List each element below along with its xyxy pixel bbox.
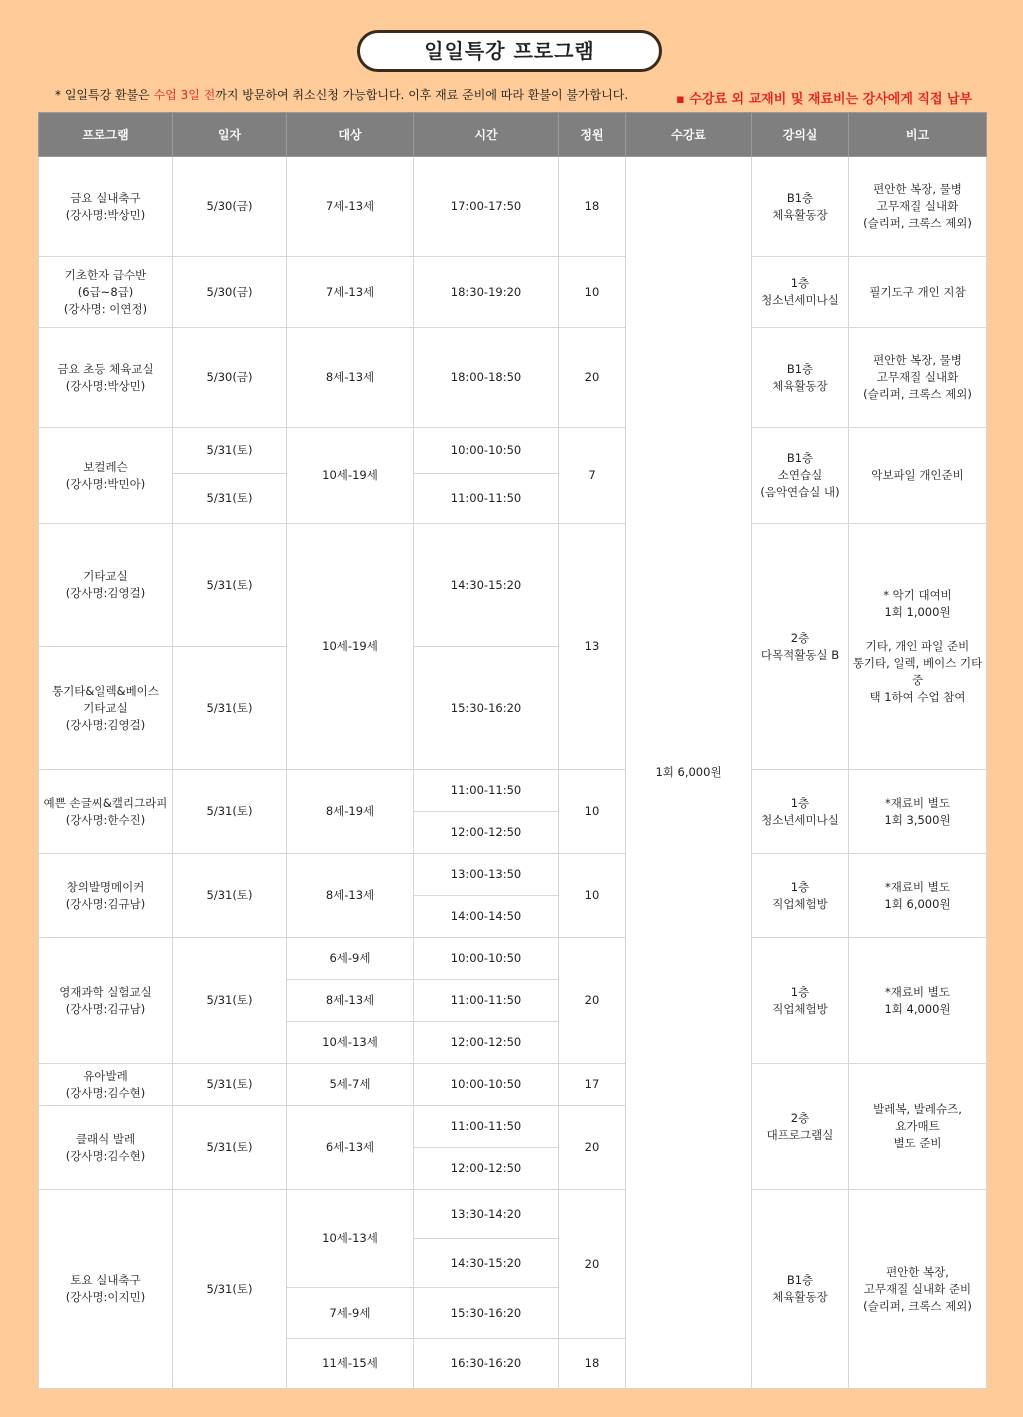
- program-cell: 창의발명메이커 (강사명:김규남): [39, 854, 173, 938]
- date-cell: 5/31(토): [173, 647, 287, 770]
- note-cell: * 악기 대여비 1회 1,000원 기타, 개인 파일 준비 통기타, 일렉, 베이스 기타중 택 1하여 수업 참여: [849, 524, 987, 770]
- room-cell: B1층 체육활동장: [752, 1190, 849, 1389]
- fee-notice: ▪ 수강료 외 교재비 및 재료비는 강사에게 직접 납부: [676, 92, 973, 107]
- time-cell: 10:00-10:50: [414, 428, 559, 474]
- capacity-cell: 20: [559, 1106, 626, 1190]
- target-cell: 5세-7세: [287, 1064, 414, 1106]
- date-cell: 5/31(토): [173, 1190, 287, 1389]
- time-cell: 13:00-13:50: [414, 854, 559, 896]
- target-cell: 8세-13세: [287, 980, 414, 1022]
- target-cell: 8세-13세: [287, 328, 414, 428]
- header-target: 대상: [287, 113, 414, 157]
- date-cell: 5/31(토): [173, 474, 287, 524]
- header-time: 시간: [414, 113, 559, 157]
- table-row: [39, 157, 987, 257]
- fee-cell: 1회 6,000원: [626, 157, 752, 1389]
- program-cell: 기타교실 (강사명:김영걸): [39, 524, 173, 647]
- table-row: [39, 770, 987, 812]
- room-cell: B1층 체육활동장: [752, 328, 849, 428]
- header-capacity: 정원: [559, 113, 626, 157]
- date-cell: 5/30(금): [173, 257, 287, 328]
- date-cell: 5/31(토): [173, 428, 287, 474]
- refund-notice: [55, 86, 628, 103]
- time-cell: 17:00-17:50: [414, 157, 559, 257]
- date-cell: 5/30(금): [173, 328, 287, 428]
- note-cell: 발레복, 발레슈즈, 요가매트 별도 준비: [849, 1064, 987, 1190]
- header-date: 일자: [173, 113, 287, 157]
- program-cell: 토요 실내축구 (강사명:이지민): [39, 1190, 173, 1389]
- table-row: [39, 428, 987, 474]
- room-cell: 2층 다목적활동실 B: [752, 524, 849, 770]
- header-note: 비고: [849, 113, 987, 157]
- program-cell: 보컬레슨 (강사명:박민아): [39, 428, 173, 524]
- time-cell: 14:00-14:50: [414, 896, 559, 938]
- note-cell: 악보파일 개인준비: [849, 428, 987, 524]
- room-cell: 1층 직업체험방: [752, 854, 849, 938]
- program-cell: 예쁜 손글씨&캘리그라피 (강사명:한수진): [39, 770, 173, 854]
- table-row: [39, 257, 987, 328]
- capacity-cell: 20: [559, 1190, 626, 1339]
- note-cell: *재료비 별도 1회 3,500원: [849, 770, 987, 854]
- capacity-cell: 10: [559, 854, 626, 938]
- date-cell: 5/31(토): [173, 524, 287, 647]
- target-cell: 10세-19세: [287, 524, 414, 770]
- note-cell: 편안한 복장, 물병 고무재질 실내화 (슬리퍼, 크록스 제외): [849, 328, 987, 428]
- room-cell: 2층 대프로그램실: [752, 1064, 849, 1190]
- target-cell: 6세-13세: [287, 1106, 414, 1190]
- program-cell: 금요 실내축구 (강사명:박상민): [39, 157, 173, 257]
- date-cell: 5/31(토): [173, 938, 287, 1064]
- capacity-cell: 18: [559, 1339, 626, 1389]
- header-fee: 수강료: [626, 113, 752, 157]
- capacity-cell: 13: [559, 524, 626, 770]
- table-row: [39, 854, 987, 896]
- table-row: [39, 938, 987, 980]
- capacity-cell: 10: [559, 770, 626, 854]
- capacity-cell: 20: [559, 328, 626, 428]
- table-row: [39, 1064, 987, 1106]
- time-cell: 12:00-12:50: [414, 1148, 559, 1190]
- time-cell: 11:00-11:50: [414, 474, 559, 524]
- refund-notice-highlight: 수업 3일 전: [153, 88, 216, 102]
- target-cell: 7세-13세: [287, 257, 414, 328]
- capacity-cell: 10: [559, 257, 626, 328]
- program-cell: 유아발레 (강사명:김수현): [39, 1064, 173, 1106]
- time-cell: 15:30-16:20: [414, 1288, 559, 1339]
- header-program: 프로그램: [39, 113, 173, 157]
- date-cell: 5/31(토): [173, 854, 287, 938]
- table-header-row: [39, 113, 987, 157]
- schedule-table: [38, 112, 987, 1389]
- room-cell: 1층 청소년세미나실: [752, 770, 849, 854]
- target-cell: 10세-13세: [287, 1022, 414, 1064]
- refund-notice-prefix: * 일일특강 환불은: [55, 88, 154, 102]
- target-cell: 7세-9세: [287, 1288, 414, 1339]
- capacity-cell: 18: [559, 157, 626, 257]
- note-cell: *재료비 별도 1회 4,000원: [849, 938, 987, 1064]
- time-cell: 18:30-19:20: [414, 257, 559, 328]
- program-cell: 기초한자 급수반 (6급~8급) (강사명: 이연정): [39, 257, 173, 328]
- time-cell: 14:30-15:20: [414, 524, 559, 647]
- target-cell: 6세-9세: [287, 938, 414, 980]
- capacity-cell: 17: [559, 1064, 626, 1106]
- date-cell: 5/30(금): [173, 157, 287, 257]
- time-cell: 11:00-11:50: [414, 1106, 559, 1148]
- refund-notice-suffix: 까지 방문하여 취소신청 가능합니다. 이후 재료 준비에 따라 환불이 불가합니다.: [215, 88, 629, 102]
- capacity-cell: 20: [559, 938, 626, 1064]
- note-cell: 편안한 복장, 물병 고무재질 실내화 (슬리퍼, 크록스 제외): [849, 157, 987, 257]
- note-cell: 필기도구 개인 지참: [849, 257, 987, 328]
- date-cell: 5/31(토): [173, 1064, 287, 1106]
- time-cell: 13:30-14:20: [414, 1190, 559, 1239]
- time-cell: 11:00-11:50: [414, 980, 559, 1022]
- page-title: 일일특강 프로그램: [357, 30, 662, 72]
- note-cell: 편안한 복장, 고무재질 실내화 준비 (슬리퍼, 크록스 제외): [849, 1190, 987, 1389]
- time-cell: 10:00-10:50: [414, 938, 559, 980]
- table-row: [39, 328, 987, 428]
- program-cell: 영재과학 실험교실 (강사명:김규남): [39, 938, 173, 1064]
- date-cell: 5/31(토): [173, 1106, 287, 1190]
- time-cell: 16:30-16:20: [414, 1339, 559, 1389]
- time-cell: 15:30-16:20: [414, 647, 559, 770]
- date-cell: 5/31(토): [173, 770, 287, 854]
- time-cell: 11:00-11:50: [414, 770, 559, 812]
- table-row: [39, 524, 987, 647]
- time-cell: 18:00-18:50: [414, 328, 559, 428]
- table-row: [39, 1190, 987, 1239]
- room-cell: B1층 체육활동장: [752, 157, 849, 257]
- time-cell: 14:30-15:20: [414, 1239, 559, 1288]
- capacity-cell: 7: [559, 428, 626, 524]
- program-cell: 통기타&일렉&베이스 기타교실 (강사명:김영걸): [39, 647, 173, 770]
- target-cell: 8세-19세: [287, 770, 414, 854]
- target-cell: 11세-15세: [287, 1339, 414, 1389]
- time-cell: 12:00-12:50: [414, 812, 559, 854]
- room-cell: 1층 직업체험방: [752, 938, 849, 1064]
- time-cell: 12:00-12:50: [414, 1022, 559, 1064]
- header-room: 강의실: [752, 113, 849, 157]
- target-cell: 8세-13세: [287, 854, 414, 938]
- room-cell: B1층 소연습실 (음악연습실 내): [752, 428, 849, 524]
- note-cell: *재료비 별도 1회 6,000원: [849, 854, 987, 938]
- program-cell: 금요 초등 체육교실 (강사명:박상민): [39, 328, 173, 428]
- room-cell: 1층 청소년세미나실: [752, 257, 849, 328]
- target-cell: 7세-13세: [287, 157, 414, 257]
- target-cell: 10세-13세: [287, 1190, 414, 1288]
- program-cell: 클래식 발레 (강사명:김수현): [39, 1106, 173, 1190]
- time-cell: 10:00-10:50: [414, 1064, 559, 1106]
- target-cell: 10세-19세: [287, 428, 414, 524]
